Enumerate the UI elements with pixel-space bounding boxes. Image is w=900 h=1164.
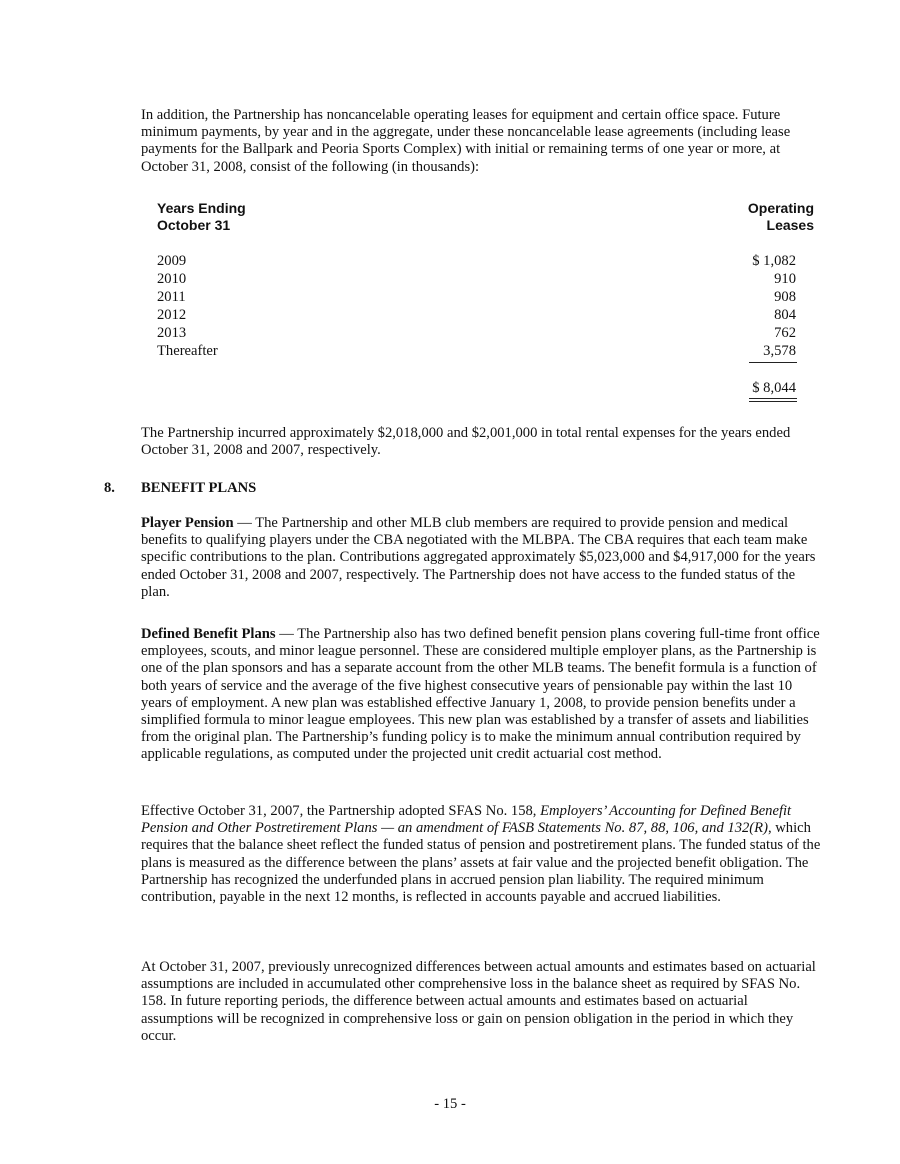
player-pension-text: — The Partnership and other MLB club members are required to provide pension and medical benefits to qualifying players under the CBA negotiated with the MLBPA. The CBA requires that each team make specific contributions to the plan. Contributions aggregated approximately $5,023,000 and $4,917,000 for the years ended October 31, 2008 and 2007, respectively. The Partnership does not have access to the funded status of the plan. xyxy=(141,515,816,600)
sfas158-standard-title: Employers’ Accounting for Defined Benefit Pension and Other Postretirement Plans — an amendment of FASB Statements No. 87, 88, 106, and 132(R) xyxy=(141,803,792,837)
total-double-rule-bottom xyxy=(749,401,797,402)
defined-benefit-text: — The Partnership also has two defined benefit pension plans covering full-time front office employees, scouts, and minor league personnel. These are considered multiple employer plans, as the Partnership is one of the plan sponsors and has a separate account from the other MLB teams. The benefit formula is a function of both years of service and the average of the five highest consecutive years of pensionable pay within the last 10 years of employment. A new plan was established effective January 1, 2008, to provide pension benefits under a simplified formula to minor league employees. This new plan was established by a transfer of assets and liabilities from the original plan. The Partnership’s funding policy is to make the minimum annual contribution required by applicable regulations, as computed under the projected unit credit actuarial cost method. xyxy=(141,626,820,763)
operating-leases-header: Operating Leases xyxy=(747,200,814,233)
page-number: - 15 - xyxy=(434,1096,466,1112)
player-pension-paragraph xyxy=(141,515,821,601)
table-row-year: 2009 xyxy=(157,253,187,269)
section-number: 8. xyxy=(104,480,115,496)
table-row-amount: $ 1,082 xyxy=(752,253,796,269)
table-total-amount: $ 8,044 xyxy=(752,380,796,396)
table-row-year: 2013 xyxy=(157,325,187,341)
section-title: BENEFIT PLANS xyxy=(141,480,257,496)
total-double-rule-top xyxy=(749,398,797,399)
sfas158-text-start: Effective October 31, 2007, the Partnership adopted SFAS No. 158, xyxy=(141,803,541,819)
sfas158-paragraph xyxy=(141,803,821,906)
table-row-year: 2012 xyxy=(157,307,187,323)
years-ending-header: Years Ending October 31 xyxy=(157,200,246,233)
unrecognized-differences-paragraph: At October 31, 2007, previously unrecognized differences between actual amounts and estimates based on actuarial assumptions are included in accumulated other comprehensive loss in the balance sheet as required by SFAS No. 158. In future reporting periods, the difference between actual amounts and estimates based on actuarial assumptions will be recognized in comprehensive loss or gain on pension obligation in the period in which they occur. xyxy=(141,959,816,1044)
player-pension-lead: Player Pension xyxy=(141,515,234,531)
table-row-amount: 910 xyxy=(774,271,796,287)
table-row-amount: 3,578 xyxy=(763,343,796,359)
defined-benefit-paragraph xyxy=(141,626,821,764)
intro-paragraph: In addition, the Partnership has noncancelable operating leases for equipment and certain office space. Future minimum payments, by year and in the aggregate, under these noncancelable lease agreements (including lease payments for the Ballpark and Peoria Sports Complex) with initial or remaining terms of one year or more, at October 31, 2008, consist of the following (in thousands): xyxy=(141,107,791,175)
sfas158-text-end: , which requires that the balance sheet reflect the funded status of pension and postretirement plans. The funded status of the plans is measured as the difference between the plans’ assets at fair value and the projected benefit obligation. The Partnership has recognized the underfunded plans in accrued pension plan liability. The required minimum contribution, payable in the next 12 months, is reflected in accounts payable and accrued liabilities. xyxy=(141,820,821,906)
table-row-year: 2011 xyxy=(157,289,186,305)
table-row-amount: 908 xyxy=(774,289,796,305)
defined-benefit-lead: Defined Benefit Plans xyxy=(141,626,276,642)
subtotal-rule xyxy=(749,362,797,363)
table-row-year: 2010 xyxy=(157,271,187,287)
table-row-year: Thereafter xyxy=(157,343,218,359)
table-row-amount: 804 xyxy=(774,307,796,323)
rental-expense-paragraph: The Partnership incurred approximately $2,018,000 and $2,001,000 in total rental expenses for the years ended October 31, 2008 and 2007, respectively. xyxy=(141,425,791,459)
table-row-amount: 762 xyxy=(774,325,796,341)
